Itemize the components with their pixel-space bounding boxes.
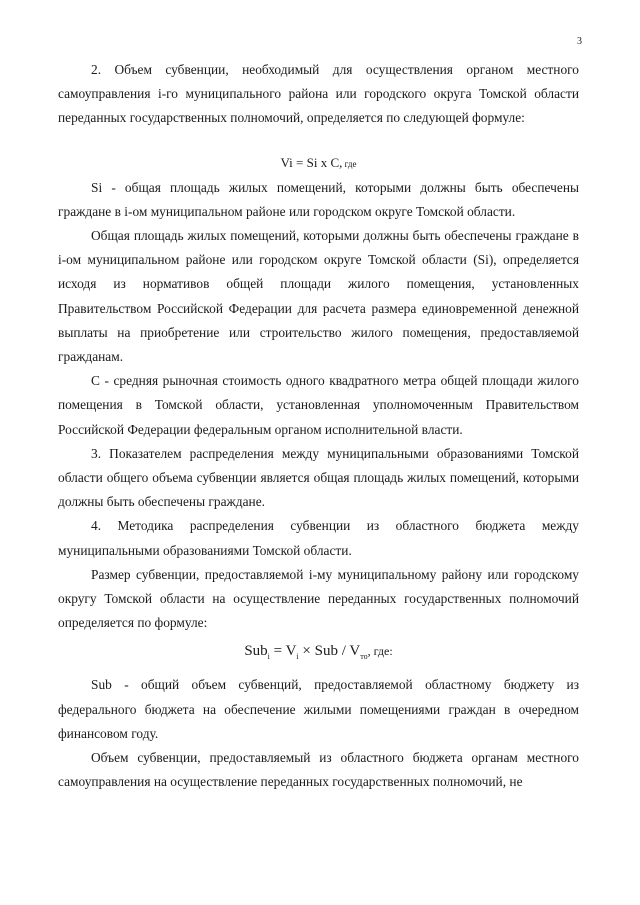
- formula-equals-v: = V: [269, 643, 297, 660]
- paragraph-methodology: 4. Методика распределения субвенции из областного бюджета между муниципальными образованиями Томской области.: [58, 518, 579, 558]
- formula-times: × Sub / V: [298, 643, 361, 660]
- formula-sub-index: i: [267, 652, 270, 662]
- formula-v-index: i: [296, 652, 299, 662]
- paragraph-subvention-size: Размер субвенции, предоставляемой i-му муниципальному району или городскому округу Томской области на осуществление переданных государственных полномочий определяется по формуле:: [58, 566, 579, 631]
- paragraph-subvention-volume: 2. Объем субвенции, необходимый для осуществления органом местного самоуправления i-го муниципального района или городского округа Томской области переданных государственных полномочий, определяется по следующей формуле:: [58, 62, 579, 126]
- formula-vto-index: то: [360, 652, 368, 662]
- paragraph-distribution-indicator: 3. Показателем распределения между муниципальными образованиями Томской области общего объема субвенции является общая площадь жилых помещений, которыми должны быть обеспечены граждане.: [58, 445, 579, 510]
- page-number: 3: [577, 36, 582, 47]
- formula-vi-tail: где: [342, 158, 357, 169]
- paragraph-c-definition: C - средняя рыночная стоимость одного квадратного метра общей площади жилого помещения в Томской области, установленная уполномоченным Правительством Российской Федерации федеральным органом исполнительной власти.: [58, 373, 579, 437]
- formula-sub-tail: , где:: [367, 644, 393, 659]
- paragraph-si-definition: Si - общая площадь жилых помещений, которыми должны быть обеспечены граждане в i-ом муниципальном районе или городском округе Томской области.: [58, 179, 579, 219]
- formula-vi-main: Vi = Si x C,: [280, 154, 343, 170]
- paragraph-si-norms: Общая площадь жилых помещений, которыми должны быть обеспечены граждане в i-ом муниципальном районе или городском округе Томской области (Si), определяется исходя из нормативов общей площади жилого помещения, установленных Правительством Российской Федерации для расчета размера единовременной денежной выплаты на приобретение или строительство жилого помещения, предоставляемой гражданам.: [58, 228, 579, 365]
- paragraph-subvention-volume-local: Объем субвенции, предоставляемый из областного бюджета органам местного самоуправления на осуществление переданных государственных полномочий, не: [58, 750, 579, 790]
- formula-sub: [58, 635, 579, 673]
- document-body: [58, 58, 579, 794]
- formula-sub-symbol: Sub: [244, 643, 268, 660]
- formula-vi: [58, 151, 579, 176]
- paragraph-sub-definition: Sub - общий объем субвенций, предоставляемой областному бюджету из федерального бюджета на обеспечение жилыми помещениями граждан в очередном финансовом году.: [58, 677, 579, 741]
